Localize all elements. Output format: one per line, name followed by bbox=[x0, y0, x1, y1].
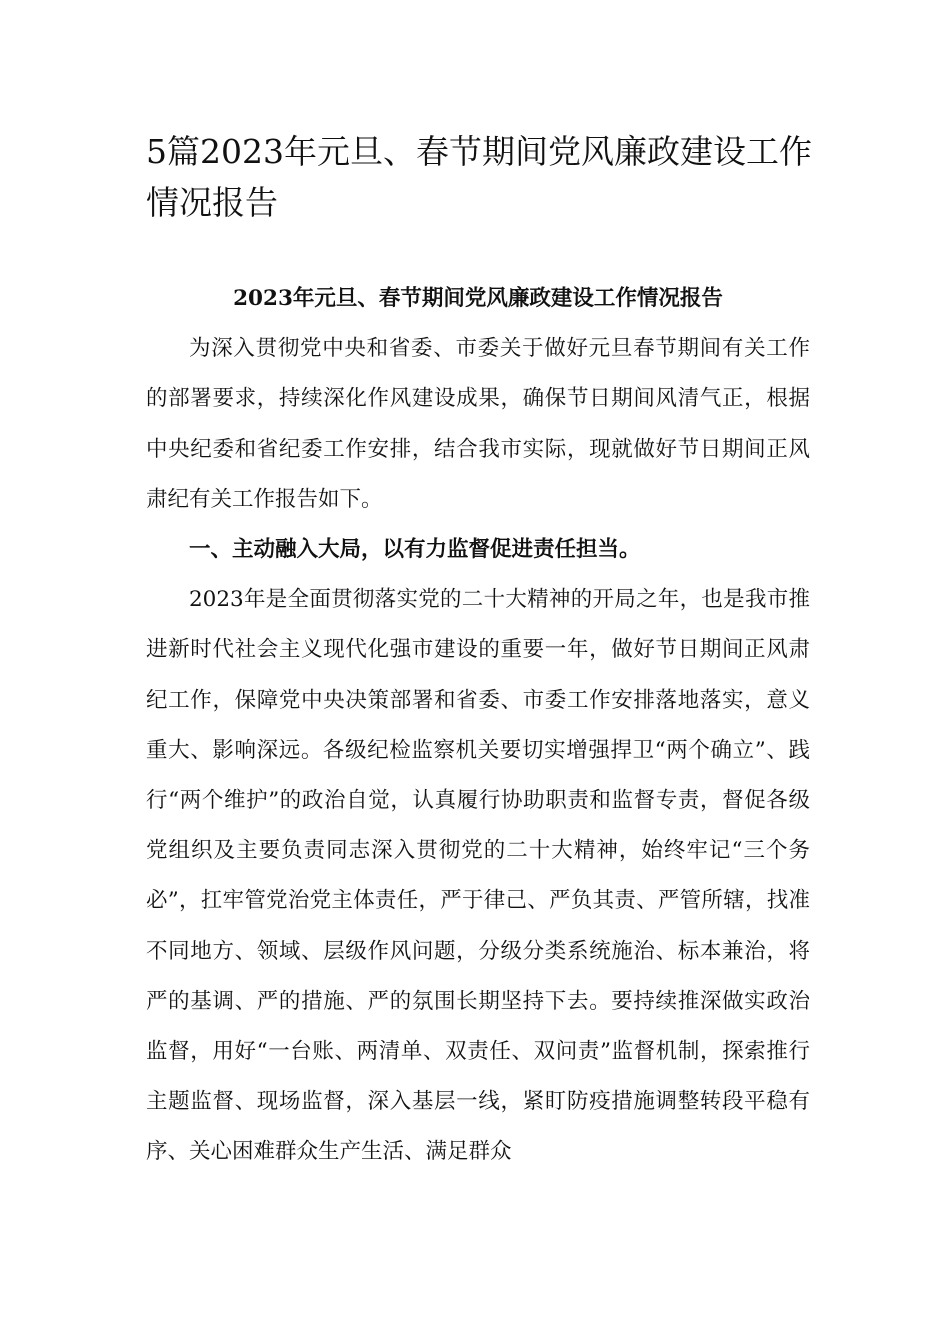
document-body bbox=[146, 274, 810, 1178]
document-title: 5篇2023年元旦、春节期间党风廉政建设工作情况报告 bbox=[146, 132, 812, 222]
report-subtitle: 2023年元旦、春节期间党风廉政建设工作情况报告 bbox=[233, 286, 723, 311]
section-heading: 一、主动融入大局，以有力监督促进责任担当。 bbox=[189, 537, 641, 563]
section-paragraph: 2023年是全面贯彻落实党的二十大精神的开局之年，也是我市推进新时代社会主义现代化强市建设的重要一年，做好节日期间正风肃纪工作，保障党中央决策部署和省委、市委工作安排落地落实，意义重大、影响深远。各级纪检监察机关要切实增强捍卫“两个确立”、践行“两个维护”的政治自觉，认真履行协助职责和监督专责，督促各级党组织及主要负责同志深入贯彻党的二十大精神，始终牢记“三个务必”，扛牢管党治党主体责任，严于律己、严负其责、严管所辖，找准不同地方、领域、层级作风问题，分级分类系统施治、标本兼治，将严的基调、严的措施、严的氛围长期坚持下去。要持续推深做实政治监督，用好“一台账、两清单、双责任、双问责”监督机制，探索推行主题监督、现场监督，深入基层一线，紧盯防疫措施调整转段平稳有序、关心困难群众生产生活、满足群众 bbox=[146, 587, 810, 1165]
intro-paragraph: 为深入贯彻党中央和省委、市委关于做好元旦春节期间有关工作的部署要求，持续深化作风建设成果，确保节日期间风清气正，根据中央纪委和省纪委工作安排，结合我市实际，现就做好节日期间正风肃纪有关工作报告如下。 bbox=[146, 336, 810, 512]
